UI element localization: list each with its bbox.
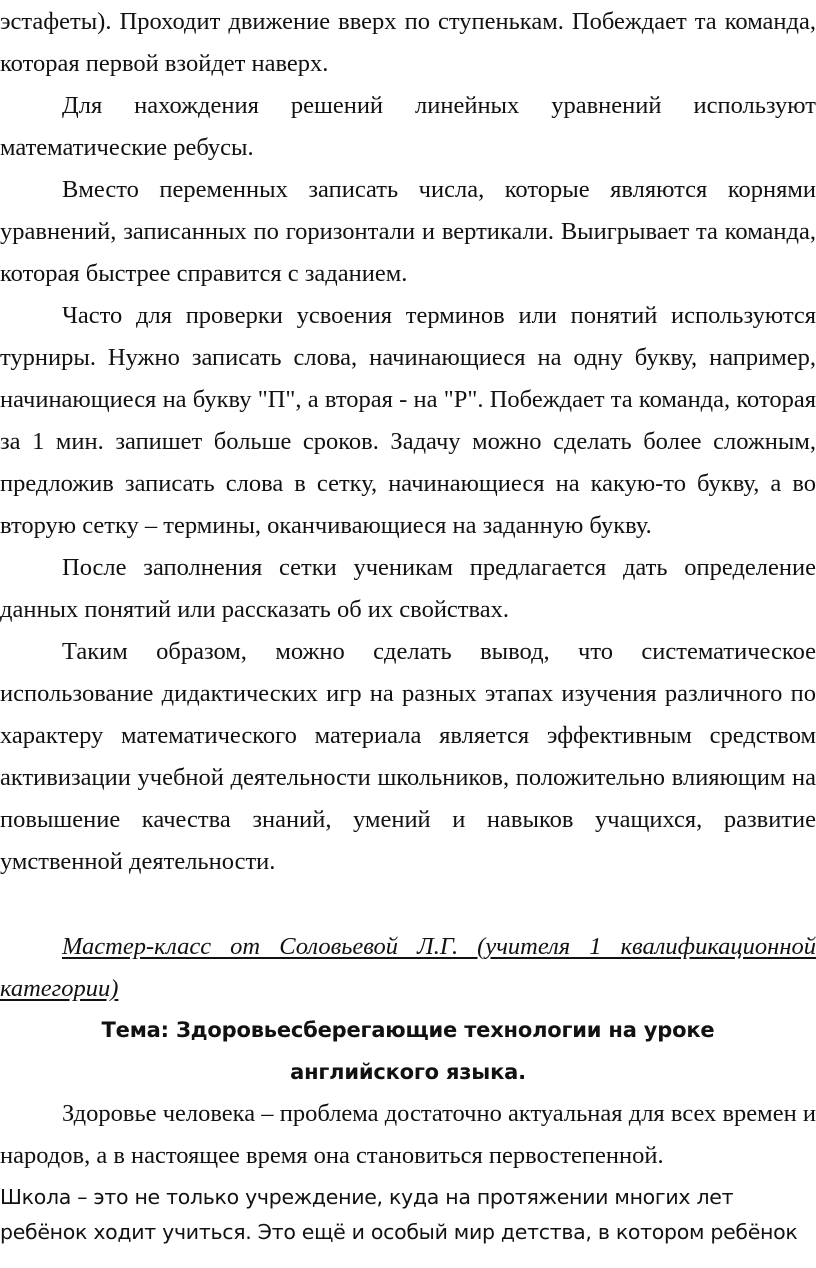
theme-heading: Тема: Здоровьесберегающие технологии на уроке английского языка. [101,1018,715,1084]
paragraph-variables: Вместо переменных записать числа, которые являются корнями уравнений, записанных по горизонтали и вертикали. Выигрывает та команда, которая быстрее справится с заданием. [0,176,816,287]
paragraph-grid-definitions: После заполнения сетки ученикам предлагается дать определение данных понятий или рассказать об их свойствах. [0,554,816,623]
paragraph-tournaments: Часто для проверки усвоения терминов или понятий используются турниры. Нужно записать слова, начинающиеся на одну букву, например, начинающиеся на букву "П", а вторая - на "Р". Побеждает та команда, которая за 1 мин. запишет больше сроков. Задачу можно сделать более сложным, предложив записать слова в сетку, начинающиеся на какую-то букву, а во вторую сетку – термины, оканчивающиеся на заданную букву. [0,302,816,539]
paragraph-conclusion: Таким образом, можно сделать вывод, что систематическое использование дидактических игр на разных этапах изучения различного по характеру математического материала является эффективным средством активизации учебной деятельности школьников, положительно влияющим на повышение качества знаний, умений и навыков учащихся, развитие умственной деятельности. [0,638,816,875]
paragraph-school: Школа – это не только учреждение, куда на протяжении многих лет ребёнок ходит учиться. Это ещё и особый мир детства, в котором ребёнок [0,1185,798,1244]
master-class-heading: Мастер-класс от Соловьевой Л.Г. (учителя 1 квалификационной категории) [0,933,816,1002]
paragraph-health: Здоровье человека – проблема достаточно актуальная для всех времен и народов, а в настоящее время она становиться первостепенной. [0,1100,816,1169]
paragraph-math-rebus: Для нахождения решений линейных уравнений используют математические ребусы. [0,92,816,161]
paragraph-relay-end: эстафеты). Проходит движение вверх по ступенькам. Побеждает та команда, которая первой взойдет наверх. [0,8,816,77]
